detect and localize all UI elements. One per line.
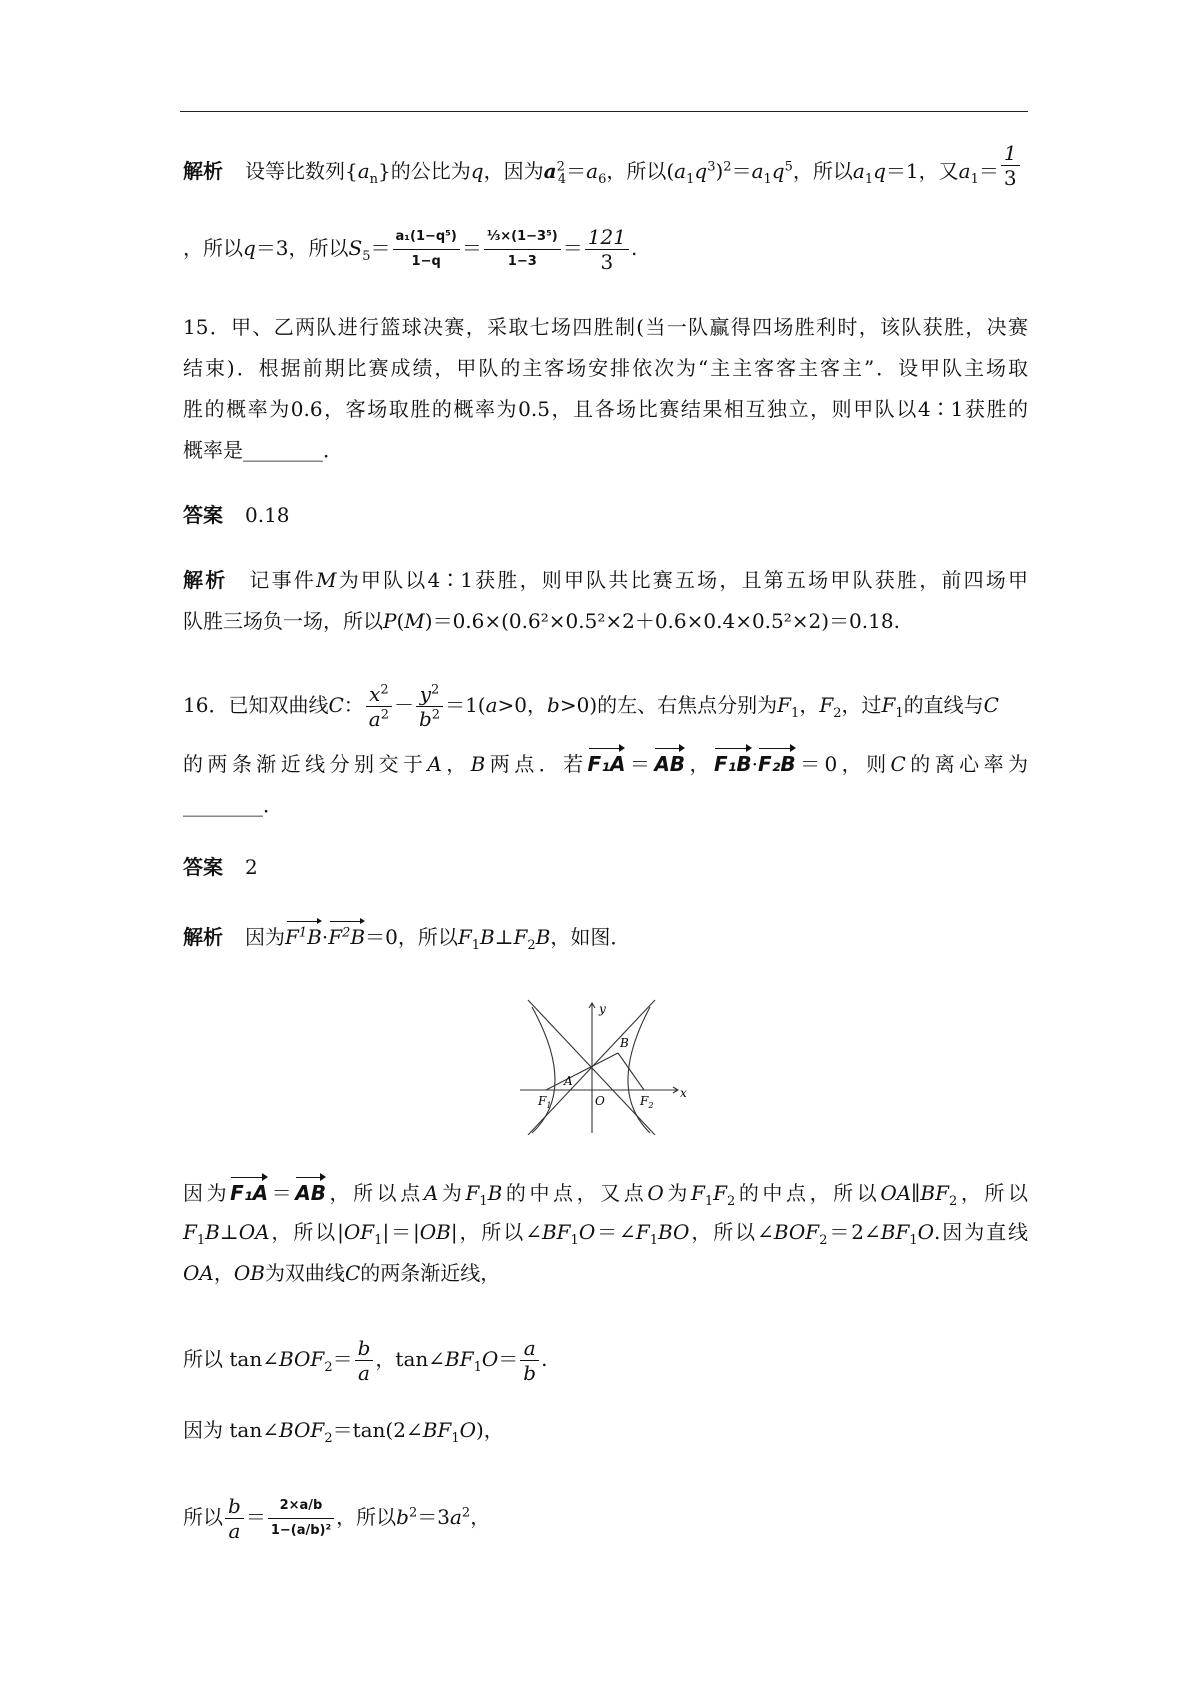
problem-15-line-1: 15．甲、乙两队进行篮球决赛，采取七场四胜制(当一队赢得四场胜利时，该队获胜，决赛 xyxy=(183,315,1028,339)
vector-AB: AB xyxy=(295,1176,326,1208)
answer-value: 2 xyxy=(245,855,258,879)
fraction-a-over-b: $\frac{a}{b}$ xyxy=(520,1336,539,1385)
vector-F2B: F₂B xyxy=(758,747,796,779)
answer-16 xyxy=(183,852,1028,882)
solution-14-line-2: ，所以q＝3，所以$S_5=$ $\frac{\text{a₁(1−q⁵)}}{1-q}$ ＝ $\frac{\text{⅓×(1−3⁵)}}{1-3}$ ＝ $\frac{121}{3}$ . xyxy=(183,225,638,274)
fraction-b-over-a: $\frac{b}{a}$ xyxy=(225,1494,244,1543)
vector-F1A: F₁A xyxy=(230,1176,268,1208)
solution-14-line-1: 解析 设等比数列$\{a_n\}$的公比为q，因为$a^2_4=a_6$，所以$(a_1q^3)^2=a_1q^5$，所以$a_1q=1$，又$a_1=$ $\frac{1}{3}$ xyxy=(183,155,1028,190)
solution-16-line-1: 解析 因为$F^1B\cdot F^2B=0$，所以$F_1B\perp F_2B$，如图． xyxy=(183,922,1028,952)
vector-F1B: F₁B xyxy=(714,747,752,779)
para-2: 所以 $\tan\angle BOF_2=$ $\frac{b}{a}$ ，$\tan\angle BF_1O=$ $\frac{a}{b}$ . xyxy=(183,1336,548,1385)
problem-15-line-2: 结束)．根据前期比赛成绩，甲队的主客场安排依次为“主主客客主客主”．设甲队主场取 xyxy=(183,356,1028,380)
answer-label: 答案 xyxy=(183,855,223,879)
fraction-double-angle: $\frac{2\times a/b}{\text{1−(a/b)²}}$ xyxy=(268,1494,334,1543)
vector-F2B-small: $F^2B$ xyxy=(328,922,365,952)
vector-AB: AB xyxy=(654,747,685,779)
header-rule xyxy=(180,111,1028,112)
solution-label: 解析 xyxy=(183,925,223,949)
fraction-sum-substituted: $\frac{\text{⅓×(1−3⁵)}}{1-3}$ xyxy=(484,225,561,274)
fraction-y2-b2: $\frac{y^2}{b^2}$ xyxy=(416,682,443,731)
problem-15-line-3: 胜的概率为0.6，客场取胜的概率为0.5，且各场比赛结果相互独立，则甲队以4∶1获胜的 xyxy=(183,397,1028,421)
fraction-one-third: $\frac{1}{3}$ xyxy=(1001,141,1020,190)
fraction-x2-a2: $\frac{x^2}{a^2}$ xyxy=(366,682,392,731)
problem-16-line-1: 16．已知双曲线C： $\frac{x^2}{a^2}$ － $\frac{y^2}{b^2}$ ＝1(a>0，b>0)的左、右焦点分别为$F_1$，$F_2$，过$F_1$的直线与C xyxy=(183,682,999,731)
answer-value: 0.18 xyxy=(245,503,290,527)
vector-F1A: F₁A xyxy=(588,747,626,779)
solution-15-line-1: 解析 记事件M为甲队以4∶1获胜，则甲队共比赛五场，且第五场甲队获胜，前四场甲 xyxy=(183,568,1029,592)
answer-15 xyxy=(183,500,1028,530)
problem-15-line-4: 概率是________． xyxy=(183,438,343,462)
para-1-line-3: OA，OB为双曲线C的两条渐近线， xyxy=(183,1261,501,1285)
figure-y-label: y xyxy=(599,1002,606,1016)
line-F2B xyxy=(618,1053,644,1090)
para-1-line-2: $F_1B\perp OA$，所以$|OF_1|=|OB|$，所以$\angle BF_1O=\angle F_1BO$，所以$\angle BOF_2=2\angle BF_1O$.因为直线 xyxy=(183,1220,1029,1248)
hyperbola-left-branch xyxy=(532,1007,555,1133)
problem-16-line-3: ________． xyxy=(183,793,283,817)
solution-label: 解析 xyxy=(183,568,228,592)
problem-16-line-2: 的两条渐近线分别交于A，B两点．若F₁A＝AB，F₁B·F₂B＝0，则C的离心率为 xyxy=(183,747,1028,779)
figure-point-O: O xyxy=(595,1094,605,1108)
hyperbola-figure xyxy=(520,995,690,1135)
para-1-line-1: 因为F₁A＝AB，所以点A为$F_1B$的中点，又点O为$F_1F_2$的中点，所以$OA\parallel BF_2$，所以 xyxy=(183,1176,1028,1208)
vector-F1B-small: $F^1B$ xyxy=(285,922,322,952)
figure-point-A: A xyxy=(564,1074,573,1088)
figure-x-label: x xyxy=(680,1086,687,1100)
answer-label: 答案 xyxy=(183,503,223,527)
fraction-b-over-a: $\frac{b}{a}$ xyxy=(355,1336,374,1385)
figure-point-F2: $F_2$ xyxy=(640,1094,654,1110)
para-4: 所以 $\frac{b}{a}$ ＝ $\frac{2\times a/b}{\text{1−(a/b)²}}$ ，所以$b^2=3a^2$， xyxy=(183,1494,491,1543)
para-3: 因为 $\tan\angle BOF_2=\tan(2\angle BF_1O)$， xyxy=(183,1418,504,1446)
figure-point-F1: $F_1$ xyxy=(538,1094,552,1110)
fraction-result: $\frac{121}{3}$ xyxy=(585,225,629,274)
solution-15-line-2: 队胜三场负一场，所以P(M)＝0.6×(0.6²×0.5²×2＋0.6×0.4×0.5²×2)＝0.18. xyxy=(183,609,900,633)
fraction-sum-formula: $\frac{\text{a₁(1−q⁵)}}{1-q}$ xyxy=(393,225,460,274)
figure-point-B: B xyxy=(620,1036,629,1050)
solution-label: 解析 xyxy=(183,159,223,183)
